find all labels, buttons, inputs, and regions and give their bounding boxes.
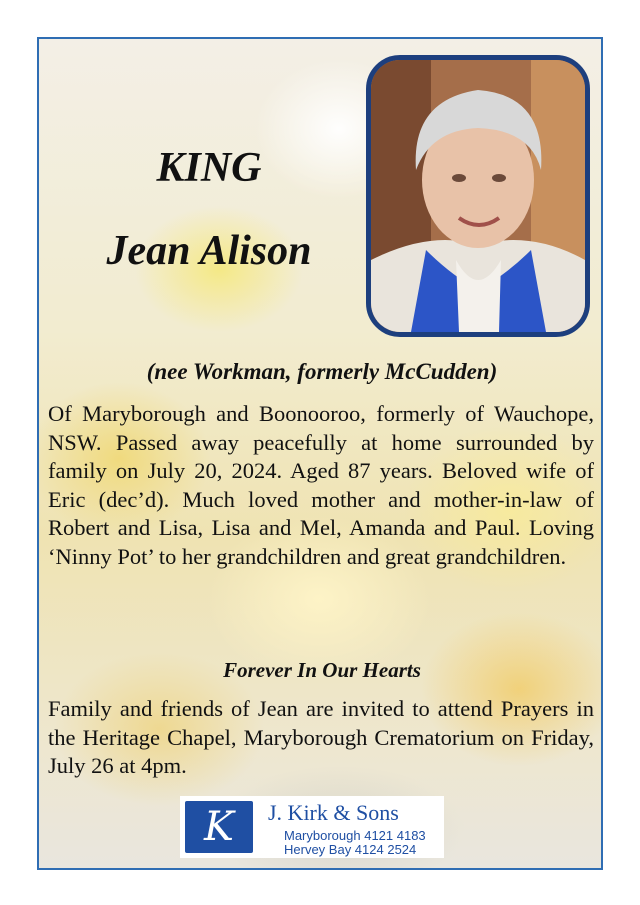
hervey-bay-phone: Hervey Bay 4124 2524 (284, 842, 417, 857)
maryborough-phone: Maryborough 4121 4183 (284, 828, 426, 843)
portrait-image (371, 60, 585, 332)
k-monogram-icon: K (185, 801, 253, 853)
portrait-photo (366, 55, 590, 337)
notice-frame (37, 37, 603, 870)
funeral-director-logo (180, 796, 444, 858)
maiden-name-line: (nee Workman, formerly McCudden) (146, 359, 498, 384)
surname: KING (156, 145, 262, 191)
tagline: Forever In Our Hearts (223, 658, 421, 682)
notice-paragraph-1: Of Maryborough and Boonooroo, formerly of Wauchope, NSW. Passed away peacefully at home surrounded by family on July 20, 2024. Aged 87 years. Beloved wife of Eric (dec’d). Much loved mother and mother-in-law of Robert and Lisa, Lisa and Mel, Amanda and Paul. Loving ‘Ninny Pot’ to her grandchildren and great grandchildren. (48, 401, 594, 569)
given-names: Jean Alison (106, 228, 312, 274)
funeral-director-name: J. Kirk & Sons (268, 800, 399, 825)
notice-paragraph-2: Family and friends of Jean are invited to attend Prayers in the Heritage Chapel, Maryborough Crematorium on Friday, July 26 at 4pm. (48, 696, 594, 778)
